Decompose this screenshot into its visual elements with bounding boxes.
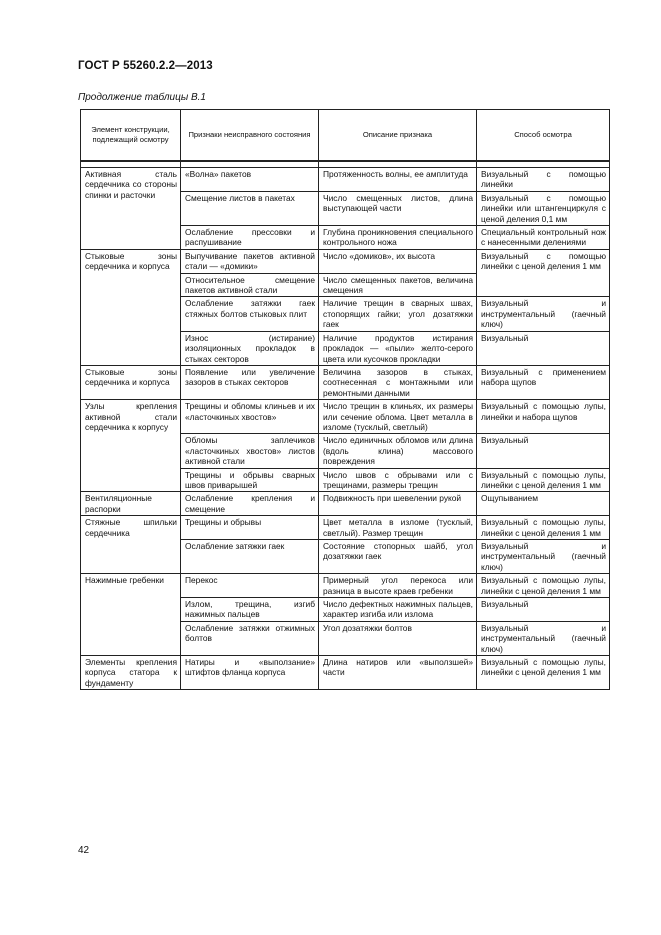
sign-cell: Относительное смещение пакетов активной стали	[181, 273, 319, 297]
method-cell: Визуальный и инструментальный (гаечный ключ)	[477, 621, 610, 655]
element-cell: Элементы крепления корпуса статора к фундаменту	[81, 656, 181, 690]
description-cell: Глубина проникновения специального контрольного ножа	[319, 226, 477, 250]
table-row	[81, 656, 610, 690]
description-cell: Наличие продуктов истирания прокладок — «пыли» желто-серого цвета или кусочков прокладки	[319, 331, 477, 365]
description-cell: Величина зазоров в стыках, соотнесенная с монтажными или ремонтными данными	[319, 365, 477, 399]
description-cell: Цвет металла в изломе (тусклый, светлый). Размер трещин	[319, 516, 477, 540]
description-cell: Число смещенных пакетов, величина смещения	[319, 273, 477, 297]
sign-cell: Выпучивание пакетов активной стали — «домики»	[181, 249, 319, 273]
method-cell: Визуальный с помощью лупы, линейки и набора щупов	[477, 400, 610, 434]
method-cell: Визуальный	[477, 598, 610, 622]
method-cell: Ощупыванием	[477, 492, 610, 516]
element-cell: Активная сталь сердечника со стороны спинки и расточки	[81, 168, 181, 250]
column-header-method: Способ осмотра	[477, 110, 610, 162]
column-header-element: Элемент конструкции, подлежащий осмотру	[81, 110, 181, 162]
method-cell: Визуальный с помощью лупы, линейки с ценой деления 1 мм	[477, 468, 610, 492]
element-cell: Вентиляционные распорки	[81, 492, 181, 516]
inspection-table	[80, 109, 610, 690]
element-cell: Нажимные гребенки	[81, 574, 181, 656]
method-cell: Визуальный с помощью линейки	[477, 168, 610, 192]
description-cell: Число смещенных листов, длина выступающей части	[319, 191, 477, 225]
description-cell: Угол дозатяжки болтов	[319, 621, 477, 655]
element-cell: Стяжные шпильки сердечника	[81, 516, 181, 574]
description-cell: Число швов с обрывами или с трещинами, размеры трещин	[319, 468, 477, 492]
sign-cell: Обломы заплечиков «ласточкиных хвостов» листов активной стали	[181, 434, 319, 468]
method-cell: Визуальный с помощью лупы, линейки с ценой деления 1 мм	[477, 574, 610, 598]
document-header: ГОСТ Р 55260.2.2—2013	[78, 60, 213, 72]
description-cell: Подвижность при шевелении рукой	[319, 492, 477, 516]
description-cell: Состояние стопорных шайб, угол дозатяжки гаек	[319, 540, 477, 574]
table-row	[81, 574, 610, 598]
table-row	[81, 168, 610, 192]
description-cell: Число «домиков», их высота	[319, 249, 477, 273]
description-cell: Наличие трещин в сварных швах, стопорящих гайки; угол дозатяжки гаек	[319, 297, 477, 331]
element-cell: Узлы крепления активной стали сердечника к корпусу	[81, 400, 181, 492]
column-header-signs: Признаки неисправного состояния	[181, 110, 319, 162]
method-cell: Визуальный с помощью линейки или штангенциркуля с ценой деления 0,1 мм	[477, 191, 610, 225]
description-cell: Длина натиров или «выползшей» части	[319, 656, 477, 690]
table-row	[81, 365, 610, 399]
sign-cell: Смещение листов в пакетах	[181, 191, 319, 225]
method-cell: Визуальный с помощью линейки с ценой деления 1 мм	[477, 249, 610, 297]
table-header-row	[81, 110, 610, 162]
sign-cell: «Волна» пакетов	[181, 168, 319, 192]
description-cell: Число единичных обломов или длина (вдоль клина) массового повреждения	[319, 434, 477, 468]
element-cell: Стыковые зоны сердечника и корпуса	[81, 365, 181, 399]
description-cell: Число трещин в клиньях, их размеры или сечение облома. Цвет металла в изломе (тусклый, светлый)	[319, 400, 477, 434]
sign-cell: Излом, трещина, изгиб нажимных пальцев	[181, 598, 319, 622]
sign-cell: Износ (истирание) изоляционных прокладок в стыках секторов	[181, 331, 319, 365]
table-row	[81, 516, 610, 540]
method-cell: Визуальный и инструментальный (гаечный ключ)	[477, 297, 610, 331]
table-caption: Продолжение таблицы В.1	[78, 92, 206, 103]
sign-cell: Трещины и обломы клиньев и их «ласточкиных хвостов»	[181, 400, 319, 434]
method-cell: Визуальный с применением набора щупов	[477, 365, 610, 399]
table-row	[81, 400, 610, 434]
description-cell: Число дефектных нажимных пальцев, характер изгиба или излома	[319, 598, 477, 622]
sign-cell: Ослабление затяжки отжимных болтов	[181, 621, 319, 655]
sign-cell: Натиры и «выползание» штифтов фланца корпуса	[181, 656, 319, 690]
sign-cell: Появление или увеличение зазоров в стыках секторов	[181, 365, 319, 399]
method-cell: Визуальный	[477, 434, 610, 468]
sign-cell: Трещины и обрывы	[181, 516, 319, 540]
description-cell: Протяженность волны, ее амплитуда	[319, 168, 477, 192]
method-cell: Визуальный с помощью лупы, линейки с ценой деления 1 мм	[477, 516, 610, 540]
sign-cell: Ослабление прессовки и распушивание	[181, 226, 319, 250]
sign-cell: Ослабление затяжки гаек	[181, 540, 319, 574]
method-cell: Визуальный и инструментальный (гаечный ключ)	[477, 540, 610, 574]
table-row	[81, 249, 610, 273]
method-cell: Специальный контрольный нож с нанесенными делениями	[477, 226, 610, 250]
description-cell: Примерный угол перекоса или разница в высоте краев гребенки	[319, 574, 477, 598]
page-number: 42	[78, 845, 90, 856]
method-cell: Визуальный	[477, 331, 610, 365]
sign-cell: Ослабление затяжки гаек стяжных болтов стыковых плит	[181, 297, 319, 331]
sign-cell: Ослабление крепления и смещение	[181, 492, 319, 516]
element-cell: Стыковые зоны сердечника и корпуса	[81, 249, 181, 365]
sign-cell: Трещины и обрывы сварных швов приварышей	[181, 468, 319, 492]
table-row	[81, 492, 610, 516]
method-cell: Визуальный с помощью лупы, линейки с ценой деления 1 мм	[477, 656, 610, 690]
column-header-description: Описание признака	[319, 110, 477, 162]
sign-cell: Перекос	[181, 574, 319, 598]
